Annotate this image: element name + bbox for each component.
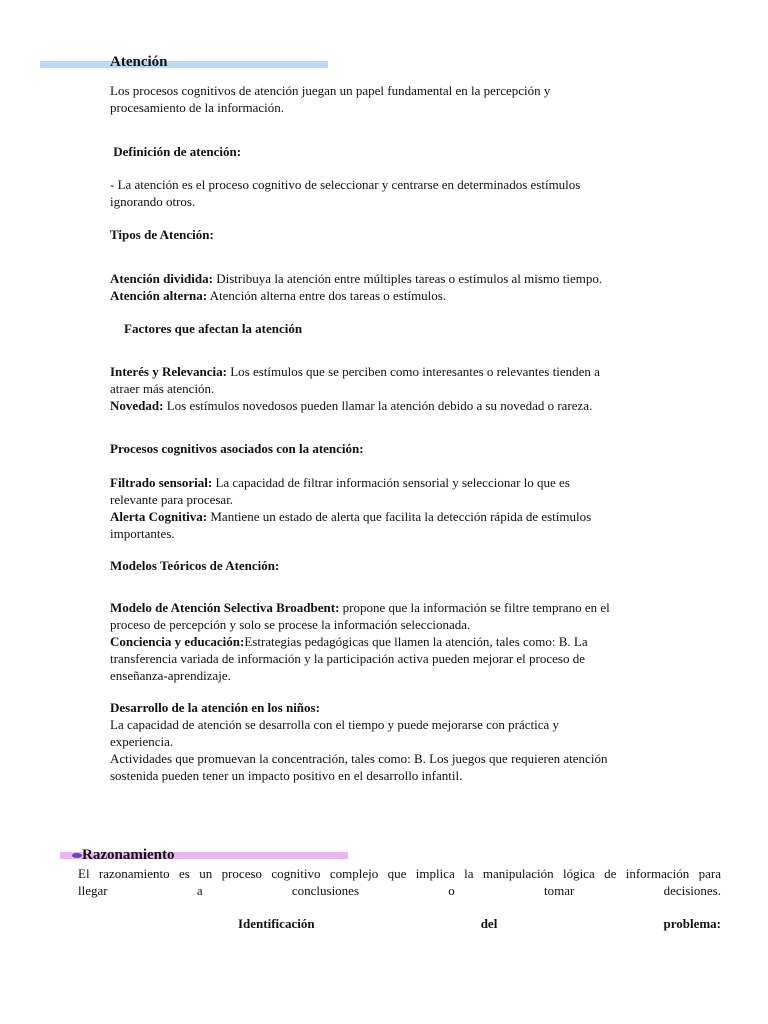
heading-procesos: Procesos cognitivos asociados con la atención: [110,441,364,456]
section-title-atencion: Atención [110,54,168,70]
heading-tipos: Tipos de Atención: [110,227,214,242]
paragraph-intro: Los procesos cognitivos de atención juegan un papel fundamental en la percepción y procesamiento de la información. [110,83,551,115]
heading-modelos: Modelos Teóricos de Atención: [110,558,280,573]
heading-definicion: Definición de atención: [113,144,242,159]
paragraph-modelos: Modelo de Atención Selectiva Broadbent: propone que la información se filtre temprano en el proceso de percepción y solo se procese la información seleccionada. Conciencia y educación:Estrategias pedagógicas que llamen la atención, tales como: B. La transferencia variada de información y la participación activa pueden mejorar el proceso de enseñanza-aprendizaje. [110,600,610,683]
paragraph-razonamiento: El razonamiento es un proceso cognitivo complejo que implica la manipulación lógica de información para llegar a conclusiones o tomar decisiones. [78,866,721,898]
heading-identificacion: Identificación del problema: [238,916,721,931]
heading-highlight-bar [40,61,328,68]
section-title-razonamiento: Razonamiento [82,847,175,863]
bullet-icon [72,853,82,858]
paragraph-tipos: Atención dividida: Distribuya la atención entre múltiples tareas o estímulos al mismo tiempo. Atención alterna: Atención alterna entre dos tareas o estímulos. [110,271,603,303]
heading-desarrollo: Desarrollo de la atención en los niños: [110,700,320,715]
heading-factores: Factores que afectan la atención [124,321,303,336]
paragraph-procesos: Filtrado sensorial: La capacidad de filtrar información sensorial y seleccionar lo que es relevante para procesar. Alerta Cognitiva: Mantiene un estado de alerta que facilita la detección rápida de estímulos importantes. [110,475,592,541]
paragraph-factores: Interés y Relevancia: Los estímulos que se perciben como interesantes o relevantes tienden a atraer más atención. Novedad: Los estímulos novedosos pueden llamar la atención debido a su novedad o rareza. [110,364,600,413]
paragraph-definicion: - La atención es el proceso cognitivo de seleccionar y centrarse en determinados estímulos ignorando otros. [110,177,581,209]
paragraph-desarrollo: La capacidad de atención se desarrolla con el tiempo y puede mejorarse con práctica y experiencia. Actividades que promuevan la concentración, tales como: B. Los juegos que requieren atención sostenida pueden tener un impacto positivo en el desarrollo infantil. [110,717,608,783]
